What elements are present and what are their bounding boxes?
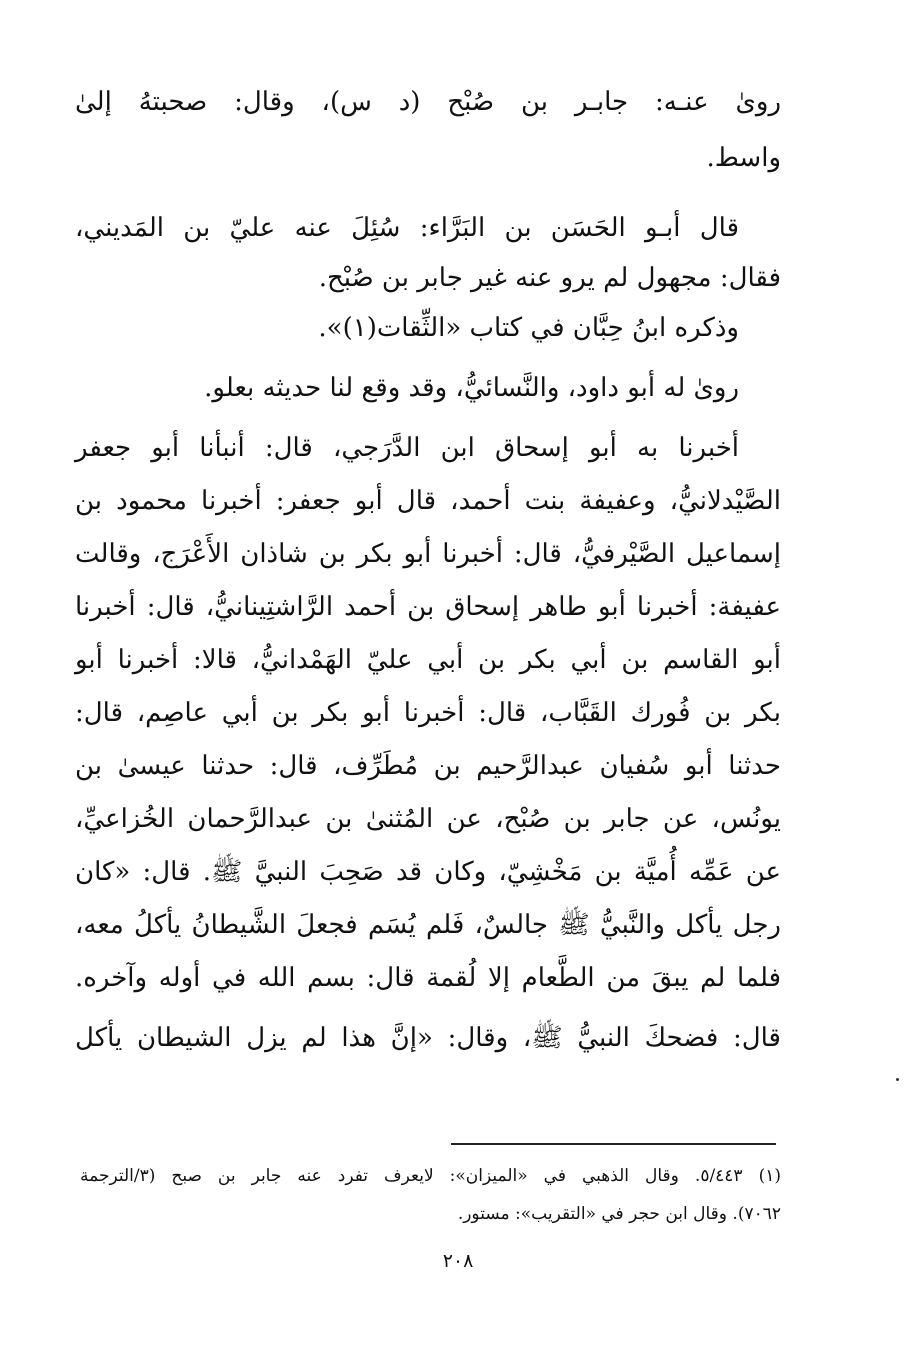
text-line: رویٰ له أبو داود، والنَّسائيُّ، وقد وقع لنا حديثه بعلو. bbox=[204, 373, 739, 403]
text-line: إسماعيل الصَّيْرفيُّ، قال: أخبرنا أبو بكر بن شاذان الأَعْرَج، وقالت bbox=[75, 539, 781, 569]
text-line: فقال: مجهول لم يرو عنه غير جابر بن صُبْح. bbox=[318, 263, 781, 293]
text-line: فلما لم يبقَ من الطَّعام إلا لُقمة قال: بسم الله في أوله وآخره. bbox=[75, 963, 781, 993]
text-line: يونُس، عن جابر بن صُبْح، عن المُثنیٰ بن عبدالرَّحمان الخُزاعيِّ، bbox=[75, 804, 781, 834]
text-line: قال أبـو الحَسَن بن البَرَّاء: سُئِلَ عنه عليّ بن المَديني، bbox=[75, 213, 739, 243]
text-line: بكر بن فُورك القَبَّاب، قال: أخبرنا أبو بكر بن أبي عاصِم، قال: bbox=[75, 698, 781, 728]
text-line: قال: فضحكَ النبيُّ ﷺ، وقال: «إنَّ هذا لم يزل الشيطان يأكل bbox=[75, 1023, 781, 1053]
scan-speck bbox=[896, 1078, 899, 1081]
text-line: أخبرنا به أبو إسحاق ابن الدَّرَجي، قال: أنبأنا أبو جعفر bbox=[75, 433, 739, 463]
text-line: وذكره ابنُ حِبَّان في كتاب «الثِّقات(١)». bbox=[318, 313, 739, 343]
text-line: رجل يأكل والنَّبيُّ ﷺ جالسٌ، فَلم يُسَم فجعلَ الشَّيطانُ يأكلُ معه، bbox=[75, 910, 781, 940]
text-line: الصَّيْدلانيُّ، وعفيفة بنت أحمد، قال أبو جعفر: أخبرنا محمود بن bbox=[75, 486, 781, 516]
text-line: واسط. bbox=[706, 143, 781, 173]
footnote-line: ٧٠٦٢). وقال ابن حجر في «التقريب»: مستور. bbox=[457, 1204, 781, 1224]
text-line: عن عَمِّه أُميَّة بن مَخْشِيّ، وكان قد صَحِبَ النبيَّ ﷺ. قال: «كان bbox=[75, 857, 781, 887]
text-line: عفيفة: أخبرنا أبو طاهر إسحاق بن أحمد الرَّاشتِينانيُّ، قال: أخبرنا bbox=[75, 592, 781, 622]
text-line: أبو القاسم بن أبي بكر بن أبي عليّ الهَمْدانيُّ، قالا: أخبرنا أبو bbox=[75, 645, 782, 675]
footnote-line: (١) ٥/٤٤٣. وقال الذهبي في «الميزان»: لايعرف تفرد عنه جابر بن صبح (٣/الترجمة bbox=[80, 1166, 781, 1186]
text-line: رویٰ عنـه: جابـر بن صُبْح (د س)، وقال: صحبتهُ إلىٰ bbox=[75, 87, 781, 117]
footnote-divider bbox=[451, 1143, 776, 1145]
text-line: حدثنا أبو سُفيان عبدالرَّحيم بن مُطَرِّف، قال: حدثنا عيسیٰ بن bbox=[75, 751, 781, 781]
page-number: ٢٠٨ bbox=[442, 1250, 474, 1272]
